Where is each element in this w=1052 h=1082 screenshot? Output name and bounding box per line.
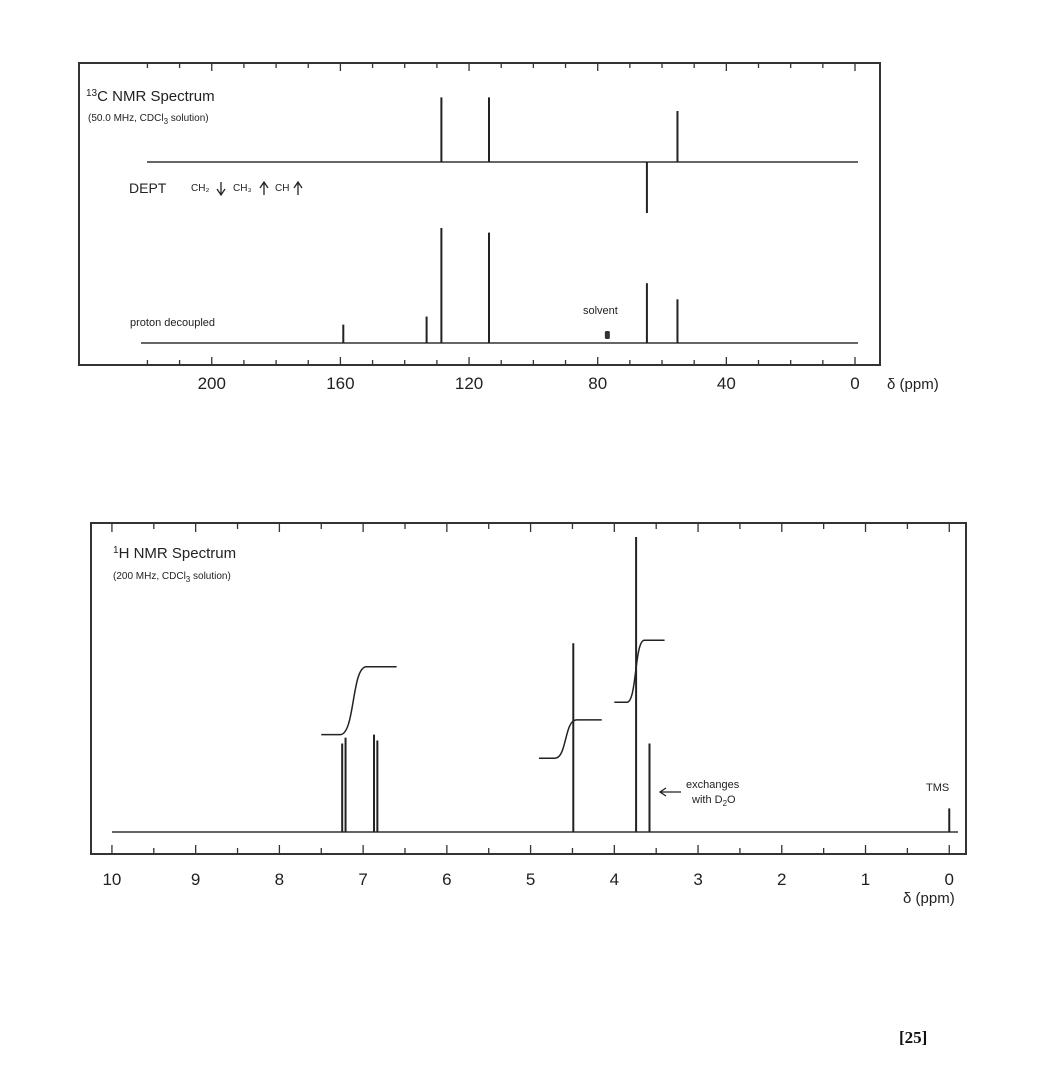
h1-integral-traces bbox=[321, 640, 664, 758]
dept-legend bbox=[191, 182, 302, 195]
page-number: [25] bbox=[899, 1028, 928, 1047]
h1-tick-labels bbox=[102, 870, 954, 889]
h1-spectrum-panel bbox=[91, 523, 966, 907]
h1-tick-label: 0 bbox=[944, 870, 954, 889]
h1-integral-step bbox=[321, 667, 396, 735]
arrow-up-icon bbox=[260, 182, 268, 195]
decoupled-peaks bbox=[343, 228, 677, 343]
h1-subtitle: (200 MHz, CDCl$_3$ solution) bbox=[113, 571, 231, 584]
c13-title: $^{13}$C NMR Spectrum bbox=[86, 88, 215, 105]
h1-tick-label: 2 bbox=[777, 870, 787, 889]
h1-peaks bbox=[342, 537, 949, 832]
h1-tick-label: 8 bbox=[274, 870, 285, 889]
c13-subtitle: (50.0 MHz, CDCl$_3$ solution) bbox=[88, 113, 209, 126]
exchange-annotation bbox=[660, 779, 740, 808]
exchange-line1: exchanges bbox=[686, 779, 740, 791]
dept-legend-ch: CH bbox=[275, 183, 290, 194]
h1-tick-label: 1 bbox=[860, 870, 871, 889]
c13-tick-label: 40 bbox=[716, 374, 736, 393]
h1-xlabel: δ (ppm) bbox=[903, 890, 955, 907]
dept-legend-ch2: CH₂ bbox=[191, 183, 210, 194]
c13-axis-ticks bbox=[147, 63, 855, 365]
dept-legend-ch3: CH₃ bbox=[233, 183, 252, 194]
h1-integral-step bbox=[539, 720, 602, 758]
arrow-down-icon bbox=[217, 182, 225, 195]
h1-axis-ticks bbox=[112, 523, 949, 854]
exchange-line2: with $D_2O$ bbox=[692, 794, 736, 808]
arrow-left-icon bbox=[660, 788, 681, 796]
c13-spectrum-panel bbox=[79, 63, 939, 393]
solvent-label: solvent bbox=[583, 305, 618, 317]
h1-integral-step bbox=[614, 640, 664, 702]
h1-tick-label: 9 bbox=[190, 870, 201, 889]
c13-tick-label: 160 bbox=[326, 374, 355, 393]
c13-tick-labels bbox=[198, 374, 860, 393]
h1-tick-label: 3 bbox=[693, 870, 703, 889]
h1-tick-label: 7 bbox=[358, 870, 368, 889]
decoupled-label: proton decoupled bbox=[130, 317, 216, 329]
c13-tick-label: 120 bbox=[454, 374, 484, 393]
c13-tick-label: 0 bbox=[850, 374, 860, 393]
h1-title: $^1$H NMR Spectrum bbox=[113, 545, 237, 562]
dept-peaks bbox=[441, 97, 677, 213]
arrow-up-icon bbox=[294, 182, 302, 195]
dept-label: DEPT bbox=[129, 180, 167, 196]
solvent-peak bbox=[605, 331, 610, 339]
h1-tick-label: 4 bbox=[609, 870, 620, 889]
c13-tick-label: 80 bbox=[588, 374, 608, 393]
c13-xlabel: δ (ppm) bbox=[887, 376, 939, 393]
c13-tick-label: 200 bbox=[197, 374, 226, 393]
tms-label: TMS bbox=[926, 782, 950, 794]
h1-tick-label: 10 bbox=[102, 870, 122, 889]
h1-tick-label: 5 bbox=[525, 870, 536, 889]
h1-tick-label: 6 bbox=[442, 870, 452, 889]
